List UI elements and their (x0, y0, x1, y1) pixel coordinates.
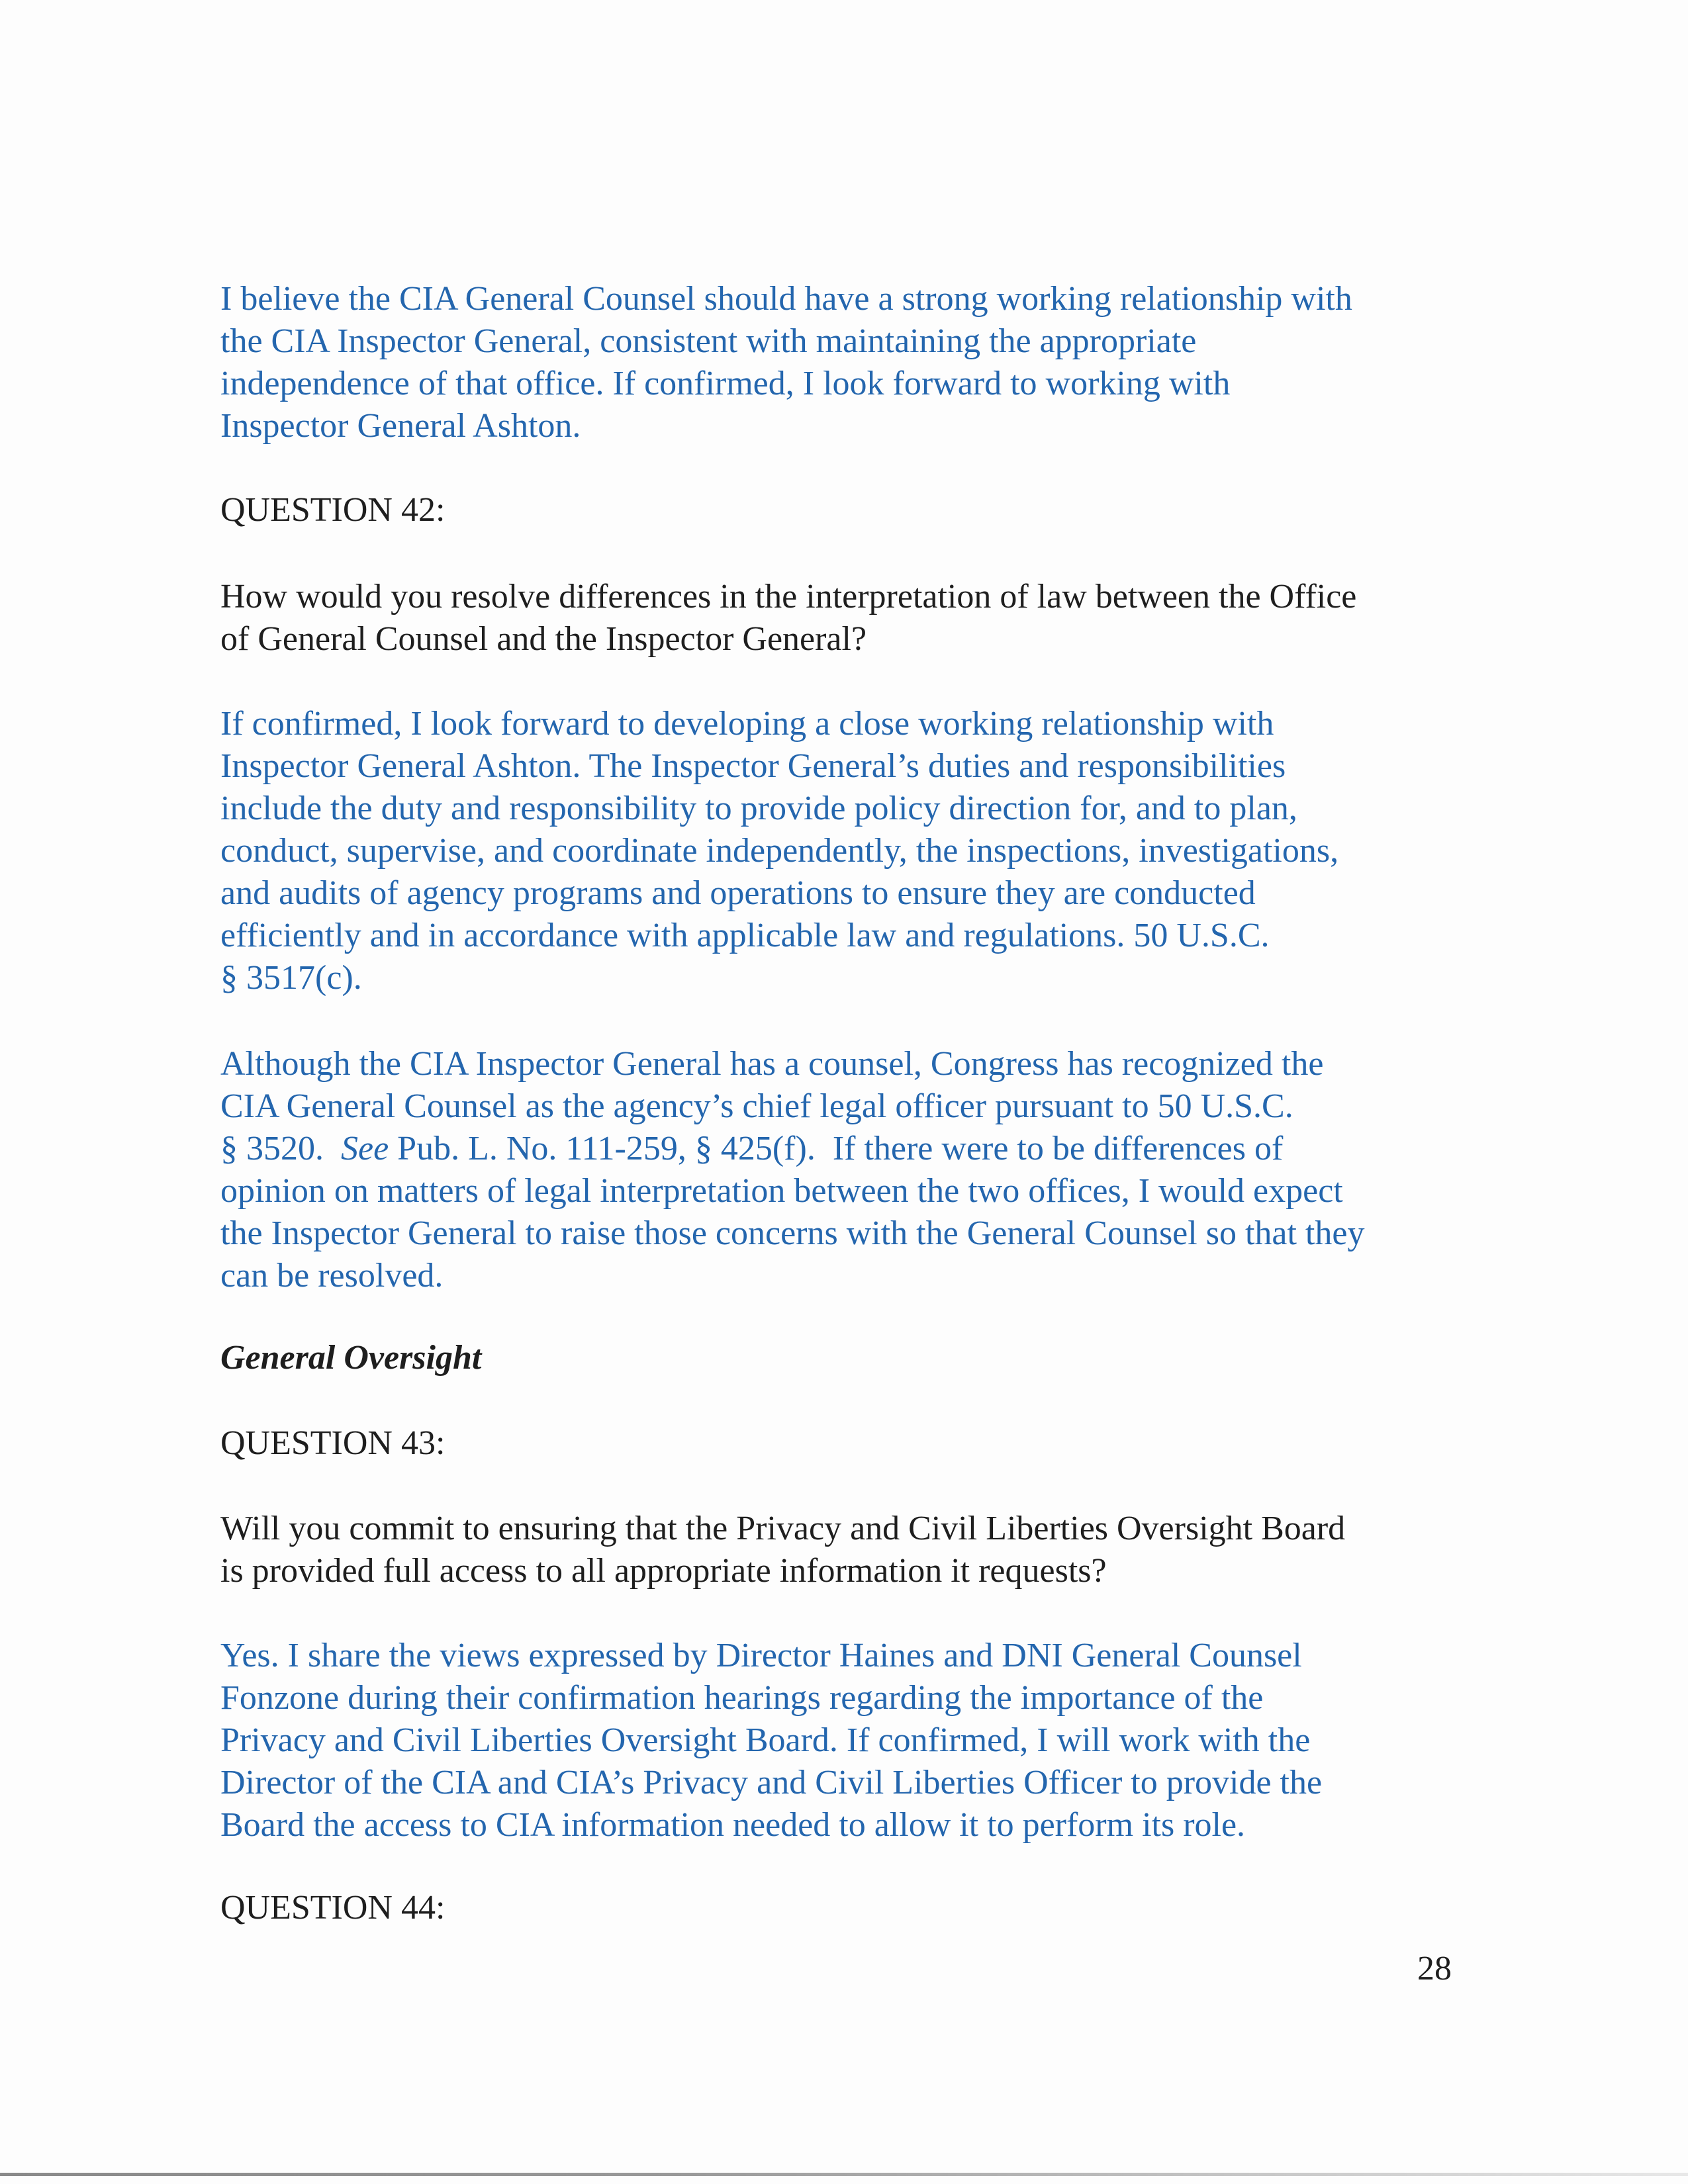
question-42-text (220, 576, 1356, 660)
citation-signal: See (341, 1130, 389, 1167)
text-line: Inspector General Ashton. (220, 407, 581, 445)
text-line: opinion on matters of legal interpretation between the two offices, I would expect (220, 1172, 1343, 1210)
text-line: Director of the CIA and CIA’s Privacy and Civil Liberties Officer to provide the (220, 1764, 1323, 1801)
text-line: the CIA Inspector General, consistent with maintaining the appropriate (220, 322, 1197, 360)
question-44-label: QUESTION 44: (220, 1889, 445, 1927)
text-line: is provided full access to all appropriate information it requests? (220, 1552, 1107, 1590)
answer-42-paragraph-2 (220, 1043, 1364, 1297)
text-line: the Inspector General to raise those concerns with the General Counsel so that they (220, 1214, 1365, 1252)
text-line: Will you commit to ensuring that the Privacy and Civil Liberties Oversight Board (220, 1510, 1346, 1547)
text-line: Privacy and Civil Liberties Oversight Board. If confirmed, I will work with the (220, 1721, 1311, 1759)
text-line: How would you resolve differences in the interpretation of law between the Office (220, 578, 1357, 615)
answer-41-paragraph (220, 278, 1352, 447)
answer-42-paragraph-1 (220, 703, 1338, 999)
text-segment: Pub. L. No. 111-259, § 425(f). If there were to be differences of (389, 1130, 1284, 1167)
question-43-label: QUESTION 43: (220, 1424, 445, 1462)
question-42-label: QUESTION 42: (220, 491, 445, 529)
text-line: of General Counsel and the Inspector General? (220, 620, 867, 658)
answer-43-paragraph (220, 1635, 1322, 1846)
text-line (220, 1128, 1364, 1170)
text-line: I believe the CIA General Counsel should have a strong working relationship with (220, 280, 1352, 318)
text-line: § 3517(c). (220, 959, 362, 997)
text-line: Yes. I share the views expressed by Director Haines and DNI General Counsel (220, 1637, 1302, 1674)
page-number: 28 (1417, 1950, 1452, 1987)
section-heading: General Oversight (220, 1339, 482, 1377)
text-line: Although the CIA Inspector General has a counsel, Congress has recognized the (220, 1045, 1324, 1083)
text-line: conduct, supervise, and coordinate independently, the inspections, investigations, (220, 832, 1339, 870)
text-line: efficiently and in accordance with applicable law and regulations. 50 U.S.C. (220, 917, 1270, 954)
bottom-scan-edge-divider (0, 2173, 1688, 2176)
text-line: and audits of agency programs and operations to ensure they are conducted (220, 874, 1256, 912)
text-line: Fonzone during their confirmation hearings regarding the importance of the (220, 1679, 1264, 1717)
question-43-text (220, 1508, 1345, 1592)
text-line: can be resolved. (220, 1257, 444, 1295)
text-line: Inspector General Ashton. The Inspector General’s duties and responsibilities (220, 747, 1286, 785)
text-line: include the duty and responsibility to provide policy direction for, and to plan, (220, 790, 1297, 827)
text-line: CIA General Counsel as the agency’s chief legal officer pursuant to 50 U.S.C. (220, 1087, 1293, 1125)
text-line: If confirmed, I look forward to developing a close working relationship with (220, 705, 1274, 743)
text-line: Board the access to CIA information needed to allow it to perform its role. (220, 1806, 1246, 1844)
text-segment: § 3520. (220, 1130, 341, 1167)
text-line: independence of that office. If confirmed, I look forward to working with (220, 365, 1231, 402)
